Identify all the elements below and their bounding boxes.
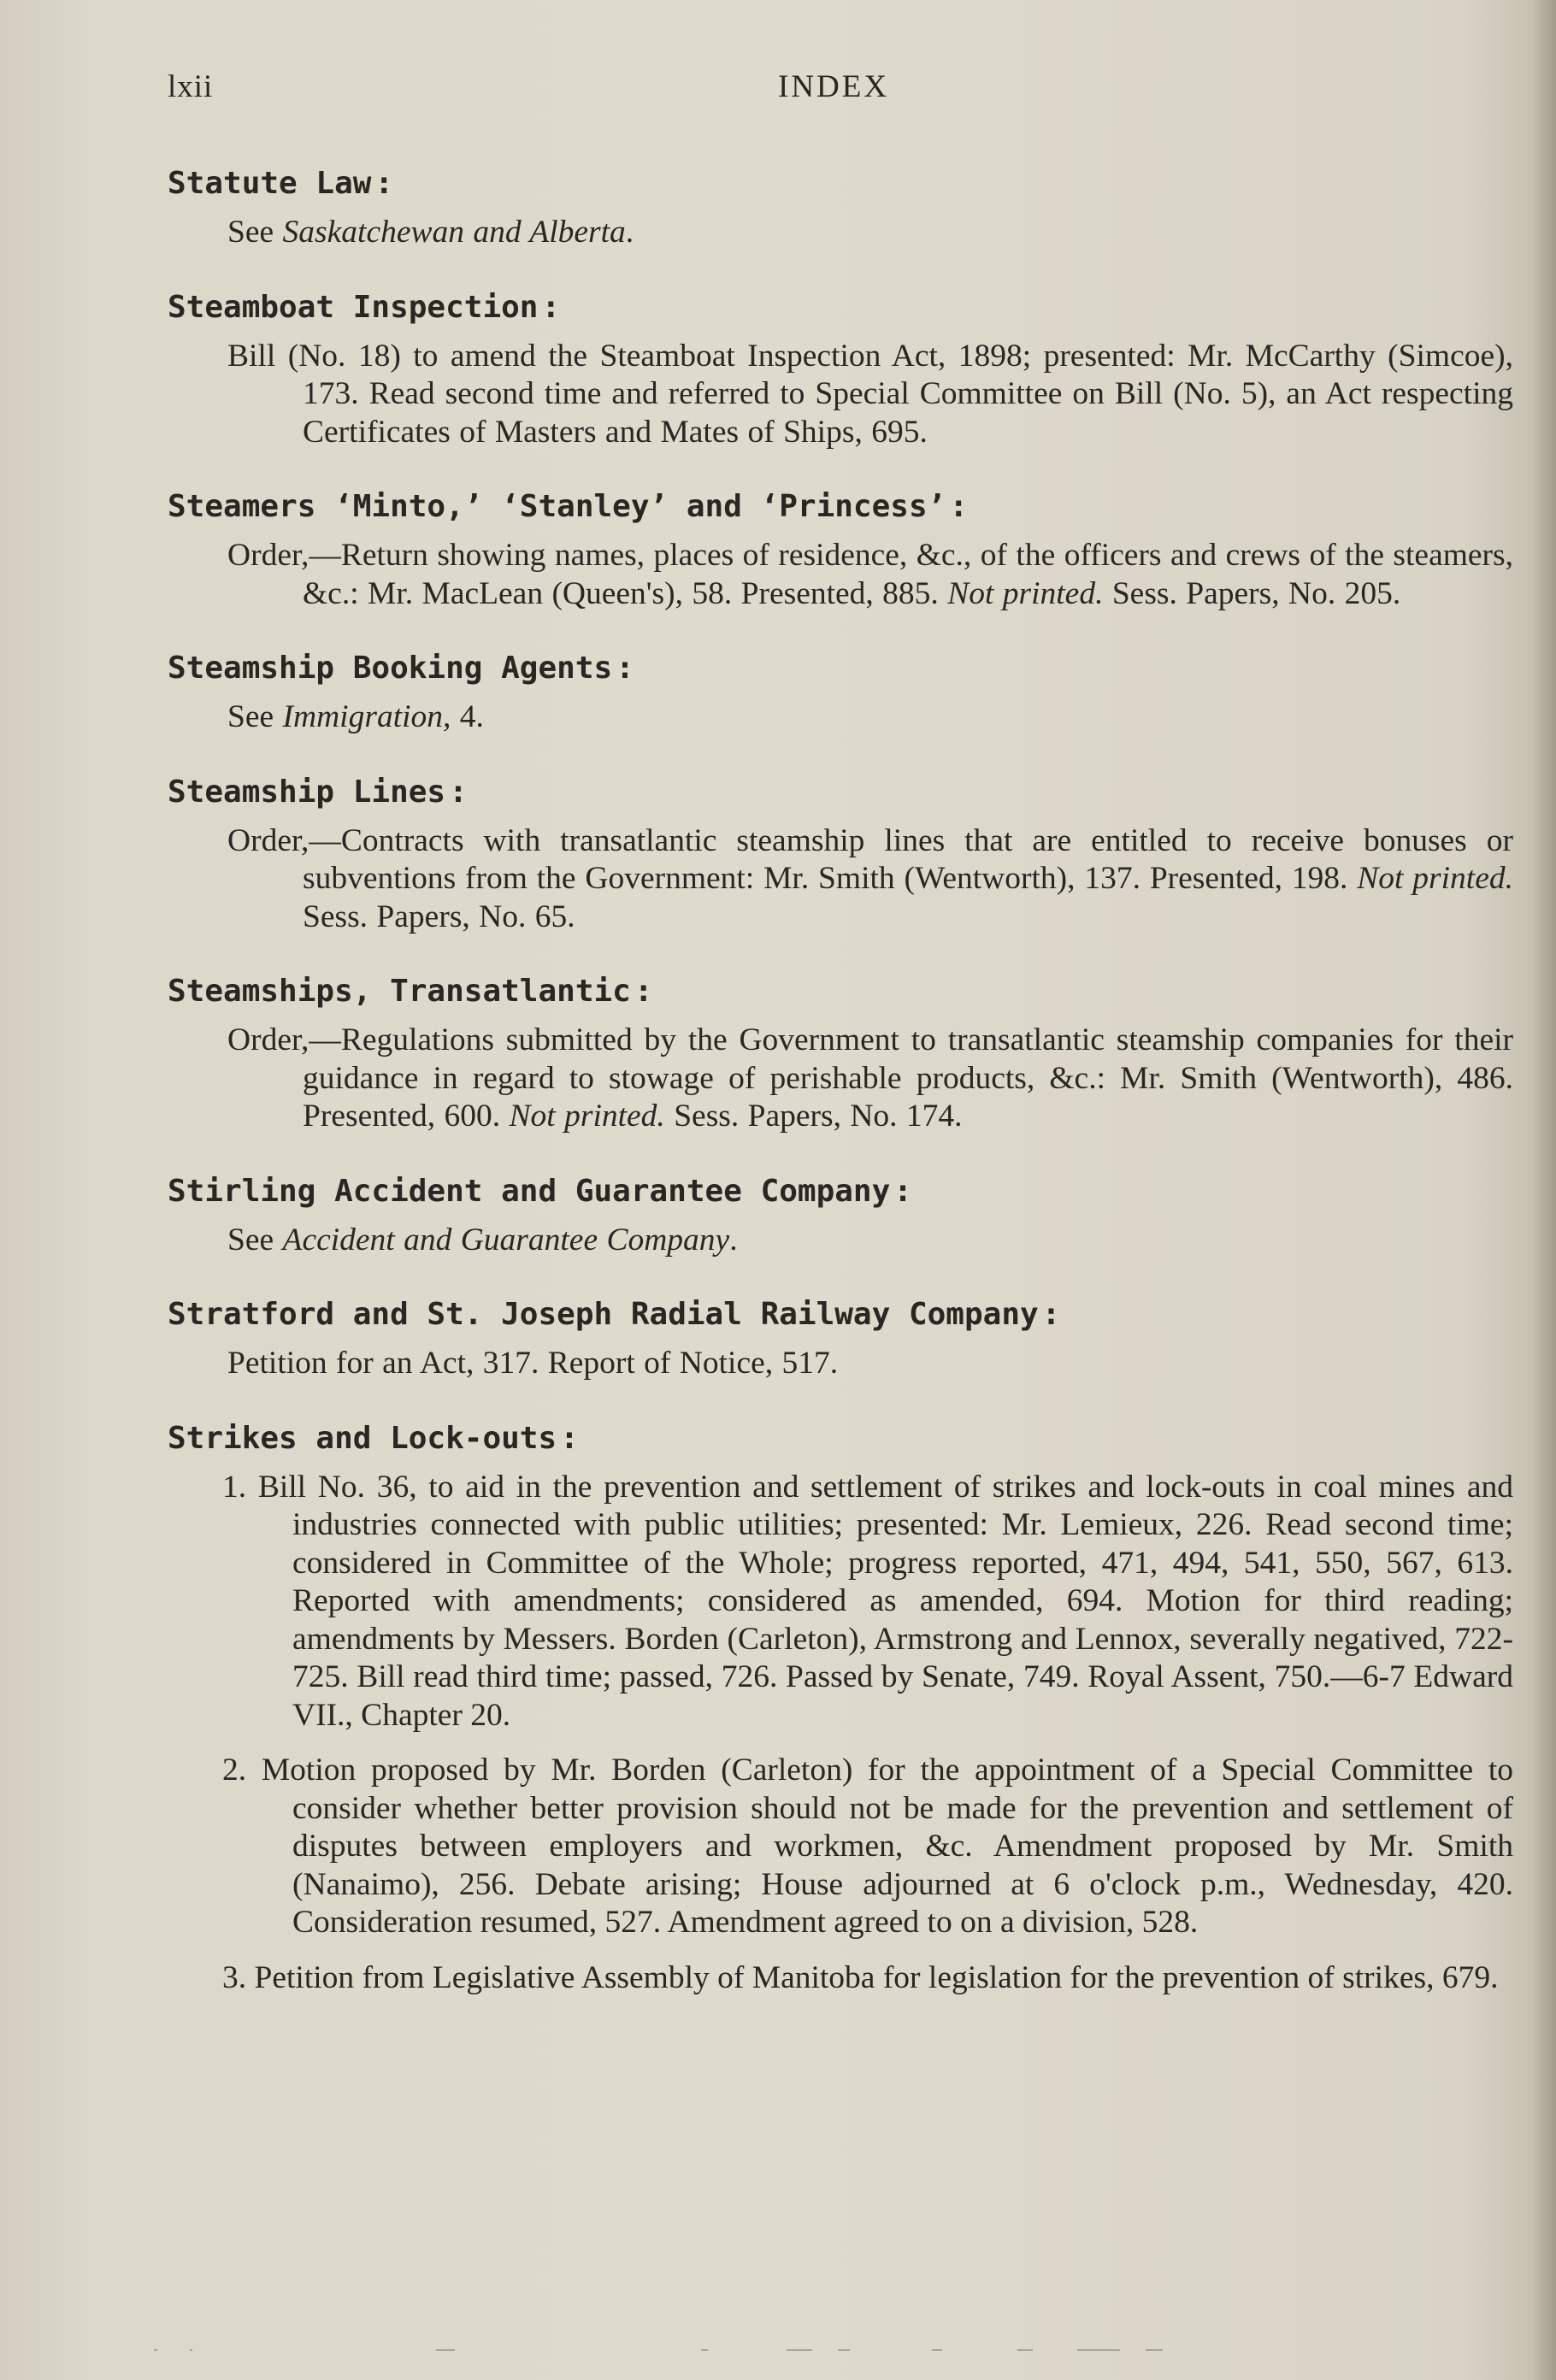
heading-colon: : (634, 974, 653, 1009)
entry-body (162, 338, 1513, 452)
entry-heading (168, 970, 1513, 1013)
entry-body (162, 214, 1513, 252)
entry-body-text: 4. (451, 699, 484, 734)
entry-body-text: Sess. Papers, No. 205. (1103, 575, 1401, 611)
entry-body-text: Sess. Papers, No. 65. (303, 898, 575, 934)
heading-colon: : (374, 166, 394, 201)
running-head (168, 68, 1510, 120)
heading-colon: : (616, 651, 634, 686)
entry-heading-text: Strikes and Lock-outs (168, 1420, 557, 1456)
entry-heading-text: Steamers ‘Minto,’ ‘Stanley’ and ‘Princess’ (168, 489, 946, 524)
entry-body (162, 537, 1513, 613)
bottom-print-specks (154, 2349, 1180, 2358)
numbered-item: 3. Petition from Legislative Assembly of Manitoba for legislation for the prevention of strikes, 679. (222, 1959, 1499, 1995)
index-entry (162, 1170, 1513, 1260)
entry-heading-text: Stirling Accident and Guarantee Company (168, 1173, 891, 1209)
entry-heading-text: Statute Law (168, 166, 372, 201)
index-entry (162, 162, 1513, 252)
entry-body-text: . (729, 1222, 738, 1258)
entry-body-italic: Accident and Guarantee Company (282, 1222, 730, 1258)
page-folio: lxii (168, 69, 214, 104)
index-entry (162, 486, 1513, 613)
page-edge-shadow (1534, 0, 1556, 2380)
entry-body-italic: Not printed. (1357, 861, 1513, 896)
entry-body-text: Petition for an Act, 317. Report of Notice, 517. (227, 1346, 839, 1381)
entry-body (162, 1345, 1513, 1383)
index-entry (162, 286, 1513, 452)
entry-body (162, 698, 1513, 737)
entry-body-italic: Immigration, (282, 699, 451, 734)
entry-heading (168, 647, 1513, 690)
entry-heading (168, 162, 1513, 205)
entry-body-text: Bill (No. 18) to amend the Steamboat Inspection Act, 1898; presented: Mr. McCarthy (Simcoe), 173. Read second time and referred to Special Committee on Bill (No. 5), an Act respecting Certificates of Masters and Mates of Ships, 695. (227, 338, 1513, 450)
entry-heading-text: Stratford and St. Joseph Radial Railway Company (168, 1297, 1039, 1332)
index-entry (162, 647, 1513, 737)
entry-body-text: See (227, 699, 283, 734)
entry-body-text: Order,—Regulations submitted by the Government to transatlantic steamship companies for their guidance in regard to stowage of perishable products, &c.: Mr. Smith (Wentworth), 486. Presented, 600. (227, 1022, 1513, 1134)
entry-heading-text: Steamship Lines (168, 774, 446, 810)
entry-body-italic: Saskatchewan and Alberta (282, 215, 626, 250)
entry-body-text: Order,—Contracts with transatlantic steamship lines that are entitled to receive bonuses or subventions from the Government: Mr. Smith (Wentworth), 137. Presented, 198. (227, 822, 1513, 896)
heading-colon: : (449, 774, 468, 810)
numbered-item: 1. Bill No. 36, to aid in the prevention and settlement of strikes and lock-outs in coal mines and industries connected with public utilities; presented: Mr. Lemieux, 226. Read second time; considered in Committee of the Whole; progress reported, 471, 494, 541, 550, 567, 613. Reported with amendments; considered as amended, 694. Motion for third reading; amendments by Messers. Borden (Carleton), Armstrong and Lennox, severally negatived, 722-725. Bill read third time; passed, 726. Passed by Senate, 749. Royal Assent, 750.—6-7 Edward VII., Chapter 20. (222, 1469, 1513, 1733)
running-title: INDEX (778, 69, 890, 104)
entry-body-text: Order,—Return showing names, places of residence, &c., of the officers and crews of the steamers, &c.: Mr. MacLean (Queen's), 58. Presented, 885. (227, 538, 1513, 611)
index-entry (162, 1293, 1513, 1383)
heading-colon: : (1041, 1297, 1061, 1332)
entry-heading-text: Steamship Booking Agents (168, 651, 613, 686)
entry-heading-text: Steamboat Inspection (168, 289, 539, 325)
index-entry (162, 1417, 1513, 1998)
entry-heading (168, 1293, 1513, 1336)
index-entries (162, 162, 1513, 2031)
index-entry (162, 771, 1513, 937)
entry-heading (168, 286, 1513, 329)
entry-body-text: . (625, 215, 634, 250)
entry-body-text: See (227, 215, 283, 250)
heading-colon: : (893, 1173, 912, 1209)
entry-body (162, 822, 1513, 937)
entry-body (162, 1022, 1513, 1136)
heading-colon: : (949, 489, 968, 524)
entry-body-italic: Not printed. (509, 1099, 665, 1134)
entry-heading (168, 486, 1513, 528)
entry-body-italic: Not printed. (947, 575, 1104, 611)
entry-heading (168, 1417, 1513, 1460)
entry-heading (168, 1170, 1513, 1213)
entry-body (162, 1222, 1513, 1260)
heading-colon: : (541, 289, 561, 325)
entry-body-text: See (227, 1222, 283, 1258)
heading-colon: : (560, 1420, 579, 1456)
numbered-item: 2. Motion proposed by Mr. Borden (Carleton) for the appointment of a Special Committee to consider whether better provision should not be made for the prevention and settlement of disputes between employers and workmen, &c. Amendment proposed by Mr. Smith (Nanaimo), 256. Debate arising; House adjourned at 6 o'clock p.m., Wednesday, 420. Consideration resumed, 527. Amendment agreed to on a division, 528. (222, 1753, 1513, 1940)
index-entry (162, 970, 1513, 1136)
entry-heading (168, 771, 1513, 814)
entry-body-text: Sess. Papers, No. 174. (664, 1099, 963, 1134)
entry-heading-text: Steamships, Transatlantic (168, 974, 631, 1009)
